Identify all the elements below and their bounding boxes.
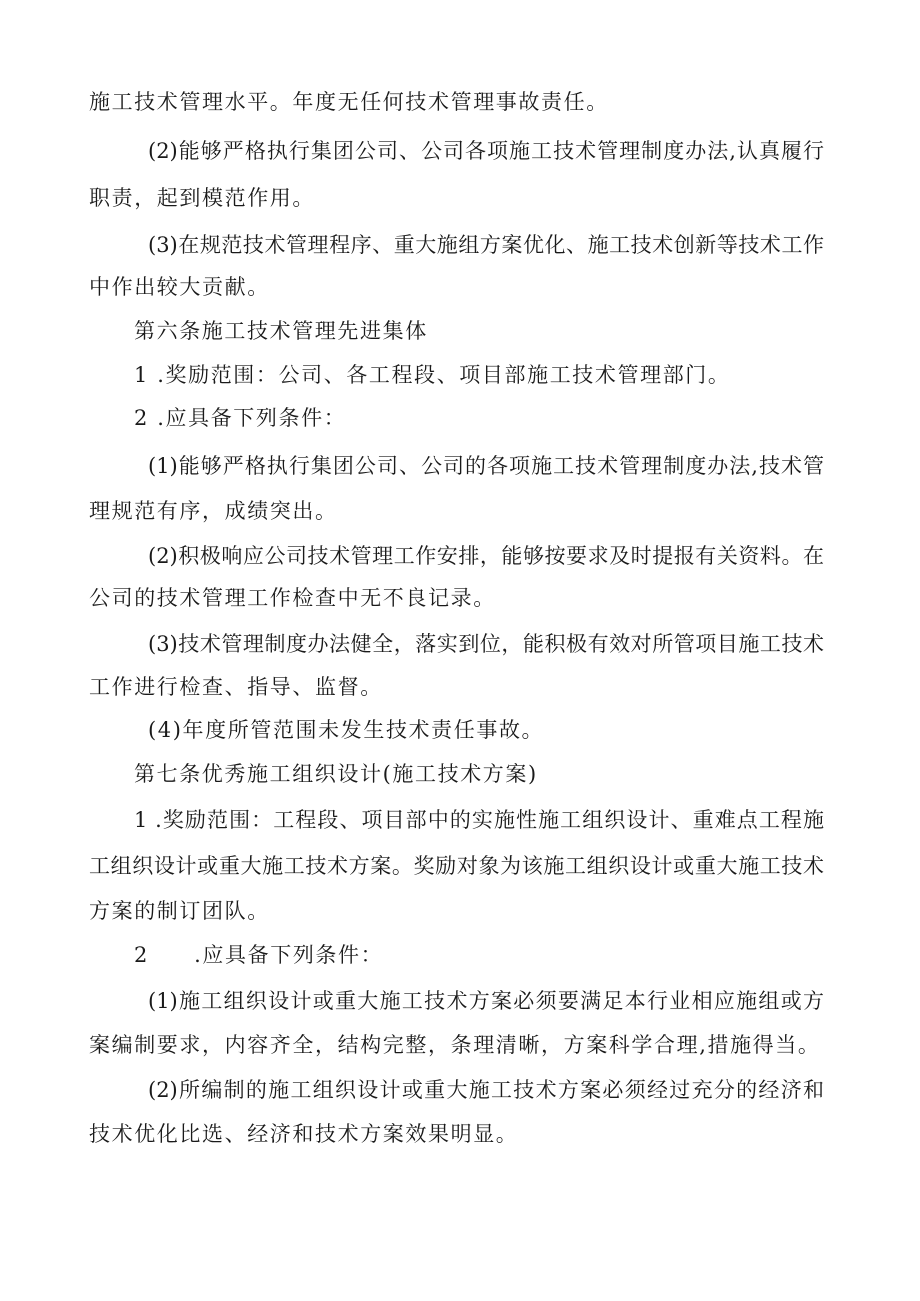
paragraph-line: 1 .奖励范围：工程段、项目部中的实施性施工组织设计、重难点工程施 (134, 808, 824, 832)
paragraph-line: 施工技术管理水平。年度无任何技术管理事故责任。 (89, 90, 609, 114)
paragraph-line: 工作进行检查、指导、监督。 (89, 675, 383, 699)
paragraph-line: (4)年度所管范围未发生技术责任事故。 (148, 718, 545, 742)
paragraph-line: 2 .应具备下列条件： (134, 406, 347, 430)
paragraph-line: 公司的技术管理工作检查中无不良记录。 (89, 586, 496, 610)
paragraph-line: 中作出较大贡献。 (89, 275, 270, 299)
paragraph-line: (1)施工组织设计或重大施工技术方案必须要满足本行业相应施组或方 (148, 989, 824, 1013)
paragraph-line: 技术优化比选、经济和技术方案效果明显。 (89, 1122, 519, 1146)
paragraph-line: (1)能够严格执行集团公司、公司的各项施工技术管理制度办法,技术管 (148, 454, 824, 478)
paragraph-line: (2)所编制的施工组织设计或重大施工技术方案必须经过充分的经济和 (148, 1078, 824, 1102)
paragraph-line: (2)能够严格执行集团公司、公司各项施工技术管理制度办法,认真履行 (148, 139, 824, 163)
section-heading: 第七条优秀施工组织设计(施工技术方案) (134, 762, 538, 786)
section-heading: 第六条施工技术管理先进集体 (134, 319, 428, 343)
paragraph-line: 案编制要求，内容齐全，结构完整，条理清晰，方案科学合理,措施得当。 (89, 1033, 821, 1057)
paragraph-line: (2)积极响应公司技术管理工作安排，能够按要求及时提报有关资料。在 (148, 544, 824, 568)
paragraph-line: 1 .奖励范围：公司、各工程段、项目部施工技术管理部门。 (134, 363, 731, 387)
paragraph-line: 职责，起到模范作用。 (89, 186, 315, 210)
paragraph-line: 工组织设计或重大施工技术方案。奖励对象为该施工组织设计或重大施工技术 (89, 854, 824, 878)
paragraph-line: 理规范有序，成绩突出。 (89, 499, 338, 523)
paragraph-line: (3)在规范技术管理程序、重大施组方案优化、施工技术创新等技术工作 (148, 233, 824, 257)
paragraph-line: (3)技术管理制度办法健全，落实到位，能积极有效对所管项目施工技术 (148, 632, 824, 656)
paragraph-line: 方案的制订团队。 (89, 899, 270, 923)
paragraph-line: 2 .应具备下列条件： (134, 943, 384, 967)
